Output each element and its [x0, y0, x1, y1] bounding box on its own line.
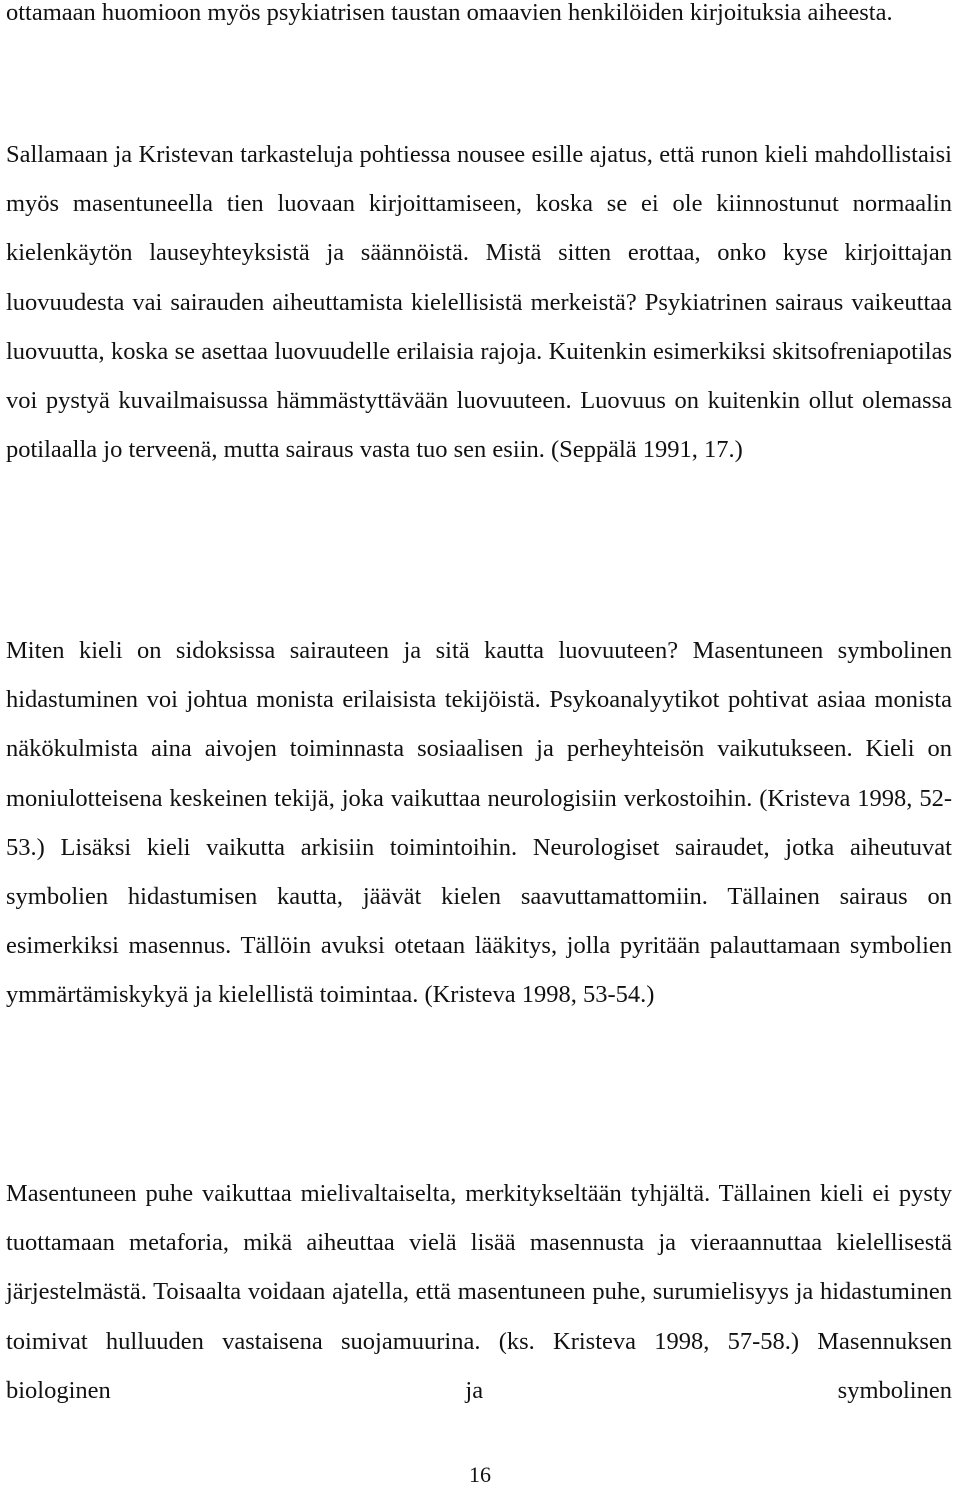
- page-number: 16: [469, 1462, 491, 1487]
- paragraph-language-and-creativity: Sallamaan ja Kristevan tarkasteluja pohtiessa nousee esille ajatus, että runon kieli mahdollistaisi myös masentuneella tien luovaan kirjoittamiseen, koska se ei ole kiinnostunut normaalin kielenkäytön lauseyhteyksistä ja säännöistä. Mistä sitten erottaa, onko kyse kirjoittajan luovuudesta vai sairauden aiheuttamista kielellisistä merkeistä? Psykiatrinen sairaus vaikeuttaa luovuutta, koska se asettaa luovuudelle erilaisia rajoja. Kuitenkin esimerkiksi skitsofreniapotilas voi pystyä kuvailmaisussa hämmästyttävään luovuuteen. Luovuus on kuitenkin ollut olemassa potilaalla jo terveenä, mutta sairaus vasta tuo sen esiin. (Seppälä 1991, 17.): [6, 141, 952, 464]
- paragraph-depressed-speech: Masentuneen puhe vaikuttaa mielivaltaiselta, merkitykseltään tyhjältä. Tällainen kieli ei pysty tuottamaan metaforia, mikä aiheuttaa vielä lisää masennusta ja vieraannuttaa kielellisestä järjestelmästä. Toisaalta voidaan ajatella, että masentuneen puhe, surumielisyys ja hidastuminen toimivat hulluuden vastaisena suojamuurina. (ks. Kristeva 1998, 57-58.) Masennuksen biologinen ja symbolinen: [6, 1180, 952, 1404]
- paragraph-continuation: ottamaan huomioon myös psykiatrisen taustan omaavien henkilöiden kirjoituksia aiheesta.: [6, 0, 893, 26]
- paragraph-symbolic-slowing: Miten kieli on sidoksissa sairauteen ja sitä kautta luovuuteen? Masentuneen symbolinen hidastuminen voi johtua monista erilaisista tekijöistä. Psykoanalyytikot pohtivat asiaa monista näkökulmista aina aivojen toiminnasta sosiaalisen ja perheyhteisön vaikutukseen. Kieli on moniulotteisena keskeinen tekijä, joka vaikuttaa neurologisiin verkostoihin. (Kristeva 1998, 52-53.) Lisäksi kieli vaikutta arkisiin toimintoihin. Neurologiset sairaudet, jotka aiheutuvat symbolien hidastumisen kautta, jäävät kielen saavuttamattomiin. Tällainen sairaus on esimerkiksi masennus. Tällöin avuksi otetaan lääkitys, jolla pyritään palauttamaan symbolien ymmärtämiskykyä ja kielellistä toimintaa. (Kristeva 1998, 53-54.): [6, 637, 952, 1009]
